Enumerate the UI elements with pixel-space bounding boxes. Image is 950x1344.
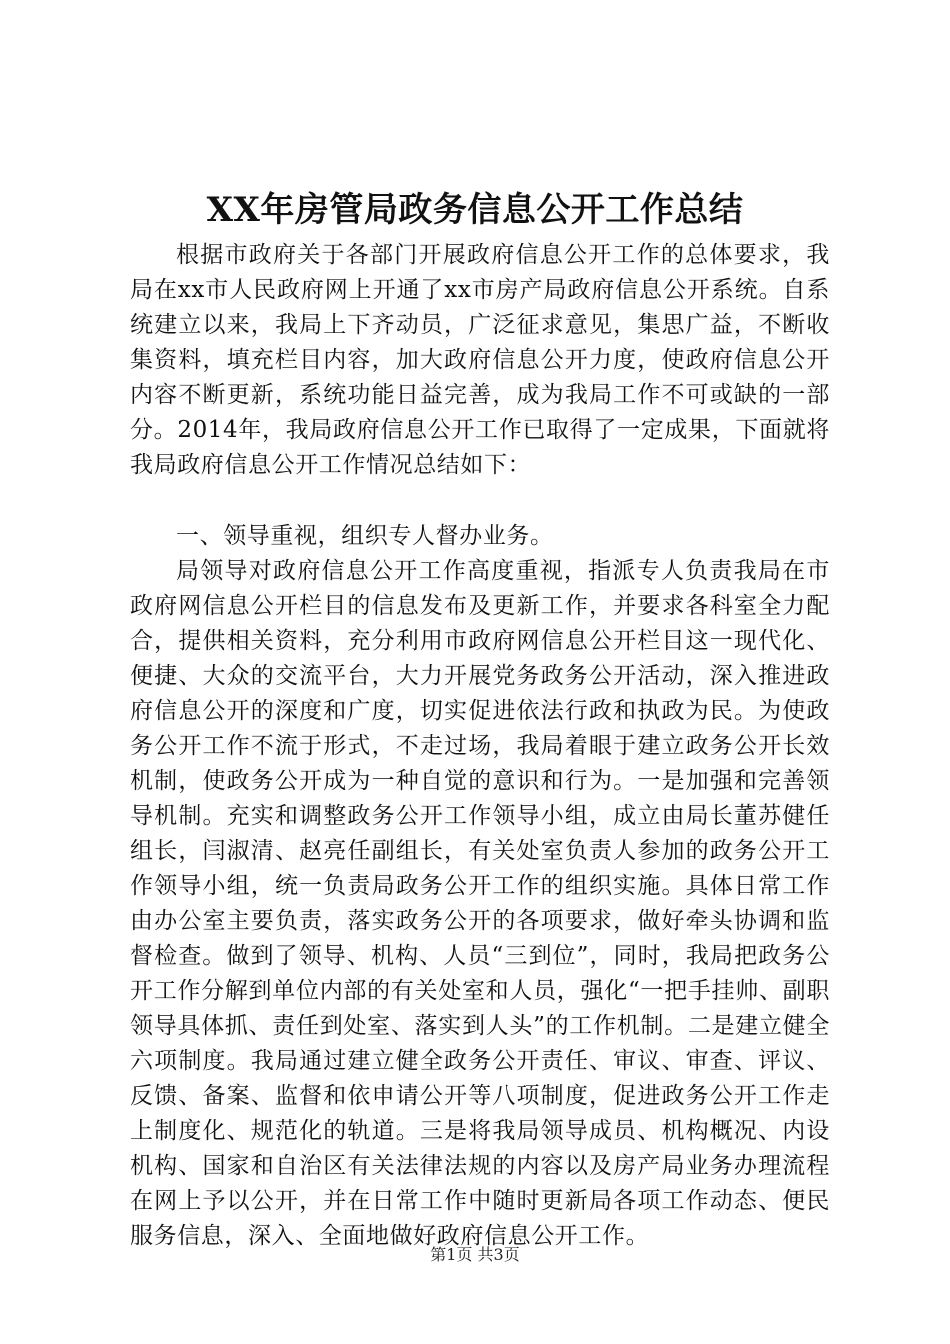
section-1-paragraph: 局领导对政府信息公开工作高度重视，指派专人负责我局在市政府网信息公开栏目的信息发布及更新工作，并要求各科室全力配合，提供相关资料，充分利用市政府网信息公开栏目这一现代化、便捷、大众的交流平台，大力开展党务政务公开活动，深入推进政府信息公开的深度和广度，切实促进依法行政和执政为民。为使政务公开工作不流于形式，不走过场，我局着眼于建立政务公开长效机制，使政务公开成为一种自觉的意识和行为。一是加强和完善领导机制。充实和调整政务公开工作领导小组，成立由局长董苏健任组长，闫淑清、赵亮任副组长，有关处室负责人参加的政务公开工作领导小组，统一负责局政务公开工作的组织实施。具体日常工作由办公室主要负责，落实政务公开的各项要求，做好牵头协调和监督检查。做到了领导、机构、人员“三到位”，同时，我局把政务公开工作分解到单位内部的有关处室和人员，强化“一把手挂帅、副职领导具体抓、责任到处室、落实到人头”的工作机制。二是建立健全六项制度。我局通过建立健全政务公开责任、审议、审查、评议、反馈、备案、监督和依申请公开等八项制度，促进政务公开工作走上制度化、规范化的轨道。三是将我局领导成员、机构概况、内设机构、国家和自治区有关法律法规的内容以及房产局业务办理流程在网上予以公开，并在日常工作中随时更新局各项工作动态、便民服务信息，深入、全面地做好政府信息公开工作。: [130, 558, 830, 1249]
document-body: [130, 238, 830, 1254]
paragraph-gap: [130, 483, 830, 519]
document-title: XX年房管局政务信息公开工作总结: [206, 190, 744, 230]
page-indicator: 第1页 共3页: [430, 1245, 520, 1264]
section-1-heading: 一、领导重视，组织专人督办业务。: [176, 523, 554, 549]
intro-paragraph: 根据市政府关于各部门开展政府信息公开工作的总体要求，我局在xx市人民政府网上开通了xx市房产局政府信息公开系统。自系统建立以来，我局上下齐动员，广泛征求意见，集思广益，不断收集资料，填充栏目内容，加大政府信息公开力度，使政府信息公开内容不断更新，系统功能日益完善，成为我局工作不可或缺的一部分。2014年，我局政府信息公开工作已取得了一定成果，下面就将我局政府信息公开工作情况总结如下：: [130, 242, 830, 478]
